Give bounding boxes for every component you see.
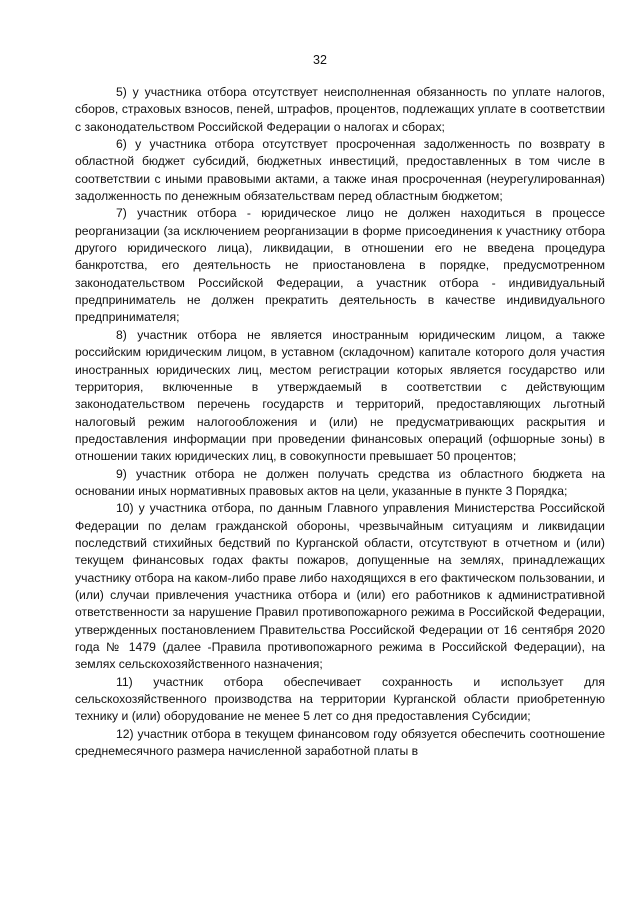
paragraph-item-9: 9) участник отбора не должен получать средства из областного бюджета на основании иных нормативных правовых актов на цели, указанные в пункте 3 Порядка; <box>75 466 605 498</box>
page-number: 32 <box>313 53 327 67</box>
paragraph-item-10: 10) у участника отбора, по данным Главного управления Министерства Российской Федерации по делам гражданской обороны, чрезвычайным ситуациям и ликвидации последствий стихийных бедствий по Курганской области, отсутствуют в отчетном и (или) текущем финансовых годах факты пожаров, допущенные на землях, принадлежащих участнику отбора на каком-либо праве либо находящихся в его фактическом пользовании, и (или) случаи привлечения участника отбора и (или) его работников к административной ответственности за нарушение Правил противопожарного режима в Российской Федерации, утвержденных постановлением Правительства Российской Федерации от 16 сентября 2020 года № 1479 (далее -Правила противопожарного режима в Российской Федерации), на землях сельскохозяйственного назначения; <box>75 501 605 672</box>
paragraph-item-11: 11) участник отбора обеспечивает сохранность и использует для сельскохозяйственного производства на территории Курганской области приобретенную технику и (или) оборудование не менее 5 лет со дня предоставления Субсидии; <box>75 674 605 724</box>
paragraph-item-12: 12) участник отбора в текущем финансовом году обязуется обеспечить соотношение среднемесячного размера начисленной заработной платы в <box>75 726 605 759</box>
paragraph-item-7: 7) участник отбора - юридическое лицо не должен находиться в процессе реорганизации (за исключением реорганизации в форме присоединения к участнику отбора другого юридического лица), ликвидации, в отношении его не введена процедура банкротства, его деятельность не приостановлена в порядке, предусмотренном законодательством Российской Федерации, а участник отбора - индивидуальный предприниматель не должен прекратить деятельность в качестве индивидуального предпринимателя; <box>75 206 605 325</box>
paragraph-item-8: 8) участник отбора не является иностранным юридическим лицом, а также российским юридическим лицом, в уставном (складочном) капитале которого доля участия иностранных юридических лиц, местом регистрации которых является государство или территория, включенные в утверждаемый в соответствии с действующим законодательством перечень государств и территорий, предоставляющих льготный налоговый режим налогообложения и (или) не предусматривающих раскрытия и предоставления информации при проведении финансовых операций (офшорные зоны) в отношении таких юридических лиц, в совокупности превышает 50 процентов; <box>75 327 605 464</box>
paragraph-item-5: 5) у участника отбора отсутствует неисполненная обязанность по уплате налогов, сборов, страховых взносов, пеней, штрафов, процентов, подлежащих уплате в соответствии с законодательством Российской Федерации о налогах и сборах; <box>75 85 605 134</box>
document-body <box>75 84 605 760</box>
paragraph-item-6: 6) у участника отбора отсутствует просроченная задолженность по возврату в областной бюджет субсидий, бюджетных инвестиций, предоставленных в том числе в соответствии с иными правовыми актами, а также иная просроченная (неурегулированная) задолженность по денежным обязательствам перед областным бюджетом; <box>75 137 605 204</box>
